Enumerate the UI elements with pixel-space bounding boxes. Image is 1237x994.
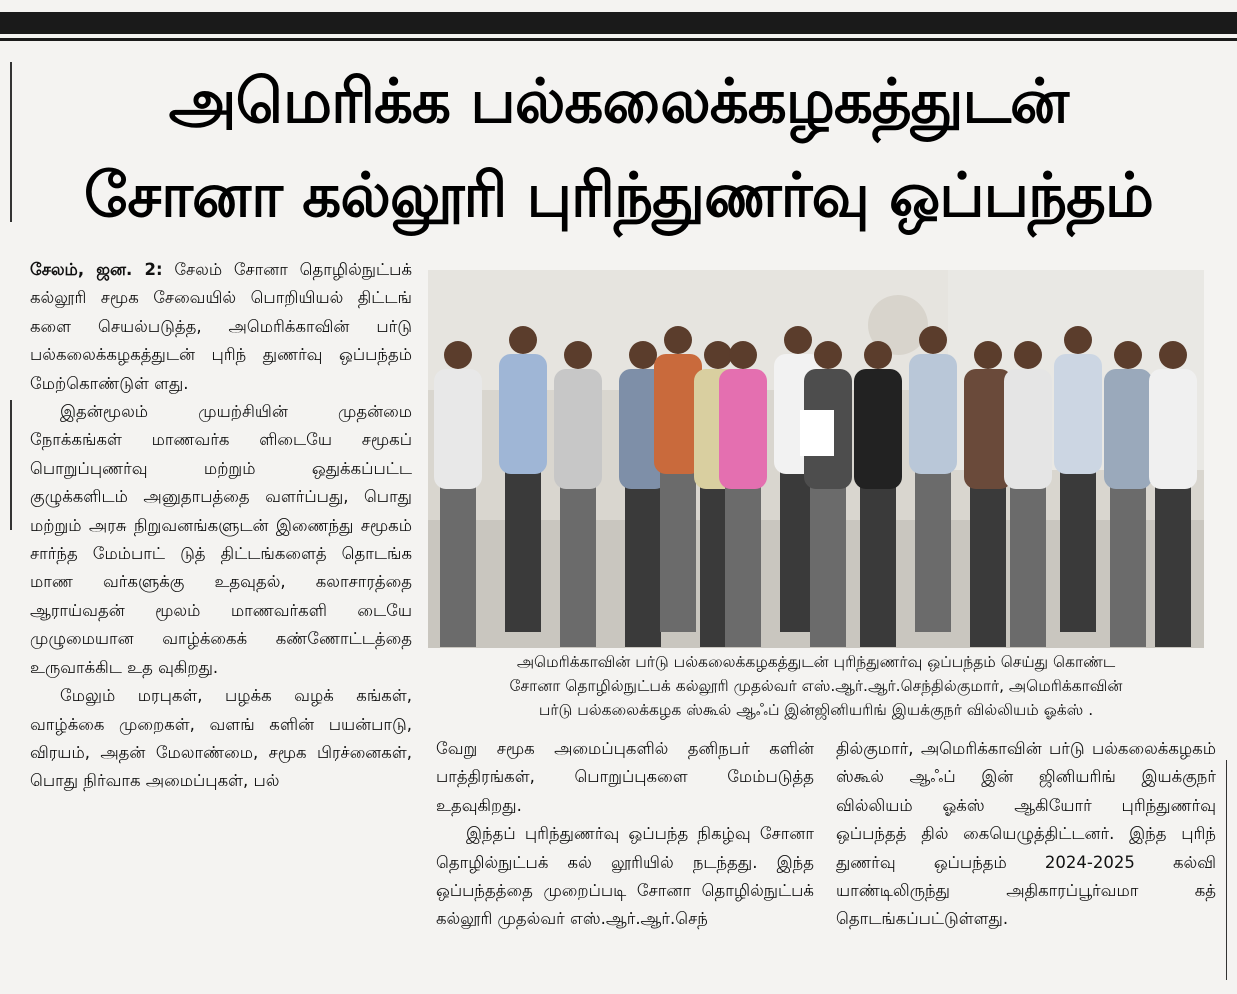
article-column-2 [436,735,814,934]
news-photo [428,270,1204,648]
column-rule [1226,760,1227,980]
article-paragraph [30,256,412,398]
masthead-rule [0,38,1237,41]
article-paragraph: இதன்மூலம் முயற்சியின் முதன்மை நோக்கங்கள் மாணவர்க ளிடையே சமூகப் பொறுப்புணர்வு மற்றும் ஒதுக்கப்பட்ட குழுக்களிடம் அனுதாபத்தை வளர்ப்பது, பொது மற்றும் அரசு நிறுவனங்களுடன் இணைந்து சமூகம் சார்ந்த மேம்பாட் டுத் திட்டங்களைத் தொடங்க மாண வர்களுக்கு உதவுதல், கலாசாரத்தை ஆராய்வதன் மூலம் மாணவர்களி டையே முழுமையான வாழ்க்கைக் கண்ணோட்டத்தை உருவாக்கிட உத வுகிறது. [30,402,412,677]
column-rule [10,400,12,530]
masthead-bar [0,12,1237,34]
dateline: சேலம், ஜன. 2: [30,260,163,279]
article-paragraph: மேலும் மரபுகள், பழக்க வழக் கங்கள், வாழ்க்கை முறைகள், வளங் களின் பயன்பாடு, விரயம், அதன் மேலாண்மை, சமூக பிரச்னைகள், பொது நிர்வாக அமைப்புகள், பல் [30,686,412,791]
article-paragraph: தில்குமார், அமெரிக்காவின் பர்டு பல்கலைக்கழகம் ஸ்கூல் ஆஃப் இன் ஜினியரிங் இயக்குநர் வில்லியம் ஓக்ஸ் ஆகியோர் புரிந்துணர்வு ஒப்பந்தத் தில் கையெழுத்திட்டனர். இந்த புரிந் துணர்வு ஒப்பந்தம் 2024-2025 கல்வி யாண்டிலிருந்து அதிகாரப்பூர்வமா கத் தொடங்கப்பட்டுள்ளது. [836,739,1216,929]
paragraph-text: சேலம் சோனா தொழில்நுட்பக் கல்லூரி சமூக சேவையில் பொறியியல் திட்டங் களை செயல்படுத்த, அமெரிக்காவின் பர்டு பல்கலைக்கழகத்துடன் புரிந் துணர்வு ஒப்பந்தம் மேற்கொண்டுள் ளது. [30,260,412,393]
headline-line-1: அமெரிக்க பல்கலைக்கழகத்துடன் [168,66,1069,137]
article-paragraph: வேறு சமூக அமைப்புகளில் தனிநபர் களின் பாத்திரங்கள், பொறுப்புகளை மேம்படுத்த உதவுகிறது. [436,739,814,815]
article-paragraph: இந்தப் புரிந்துணர்வு ஒப்பந்த நிகழ்வு சோனா தொழில்நுட்பக் கல் லூரியில் நடந்தது. இந்த ஒப்பந்தத்தை முறைப்படி சோனா தொழில்நுட்பக் கல்லூரி முதல்வர் எஸ்.ஆர்.ஆர்.செந் [436,824,814,929]
caption-line: சோனா தொழில்நுட்பக் கல்லூரி முதல்வர் எஸ்.ஆர்.ஆர்.செந்தில்குமார், அமெரிக்காவின் [509,677,1123,695]
group-photo-illustration [428,270,1204,648]
headline-line-2: சோனா கல்லூரி புரிந்துணர்வு ஒப்பந்தம் [84,160,1153,231]
photo-caption [428,650,1204,722]
article-column-1 [30,256,412,796]
article-column-3 [836,735,1216,934]
caption-line: பர்டு பல்கலைக்கழக ஸ்கூல் ஆஃப் இன்ஜினியரிங் இயக்குநர் வில்லியம் ஓக்ஸ் . [538,701,1094,719]
caption-line: அமெரிக்காவின் பர்டு பல்கலைக்கழகத்துடன் புரிந்துணர்வு ஒப்பந்தம் செய்து கொண்ட [516,653,1116,671]
